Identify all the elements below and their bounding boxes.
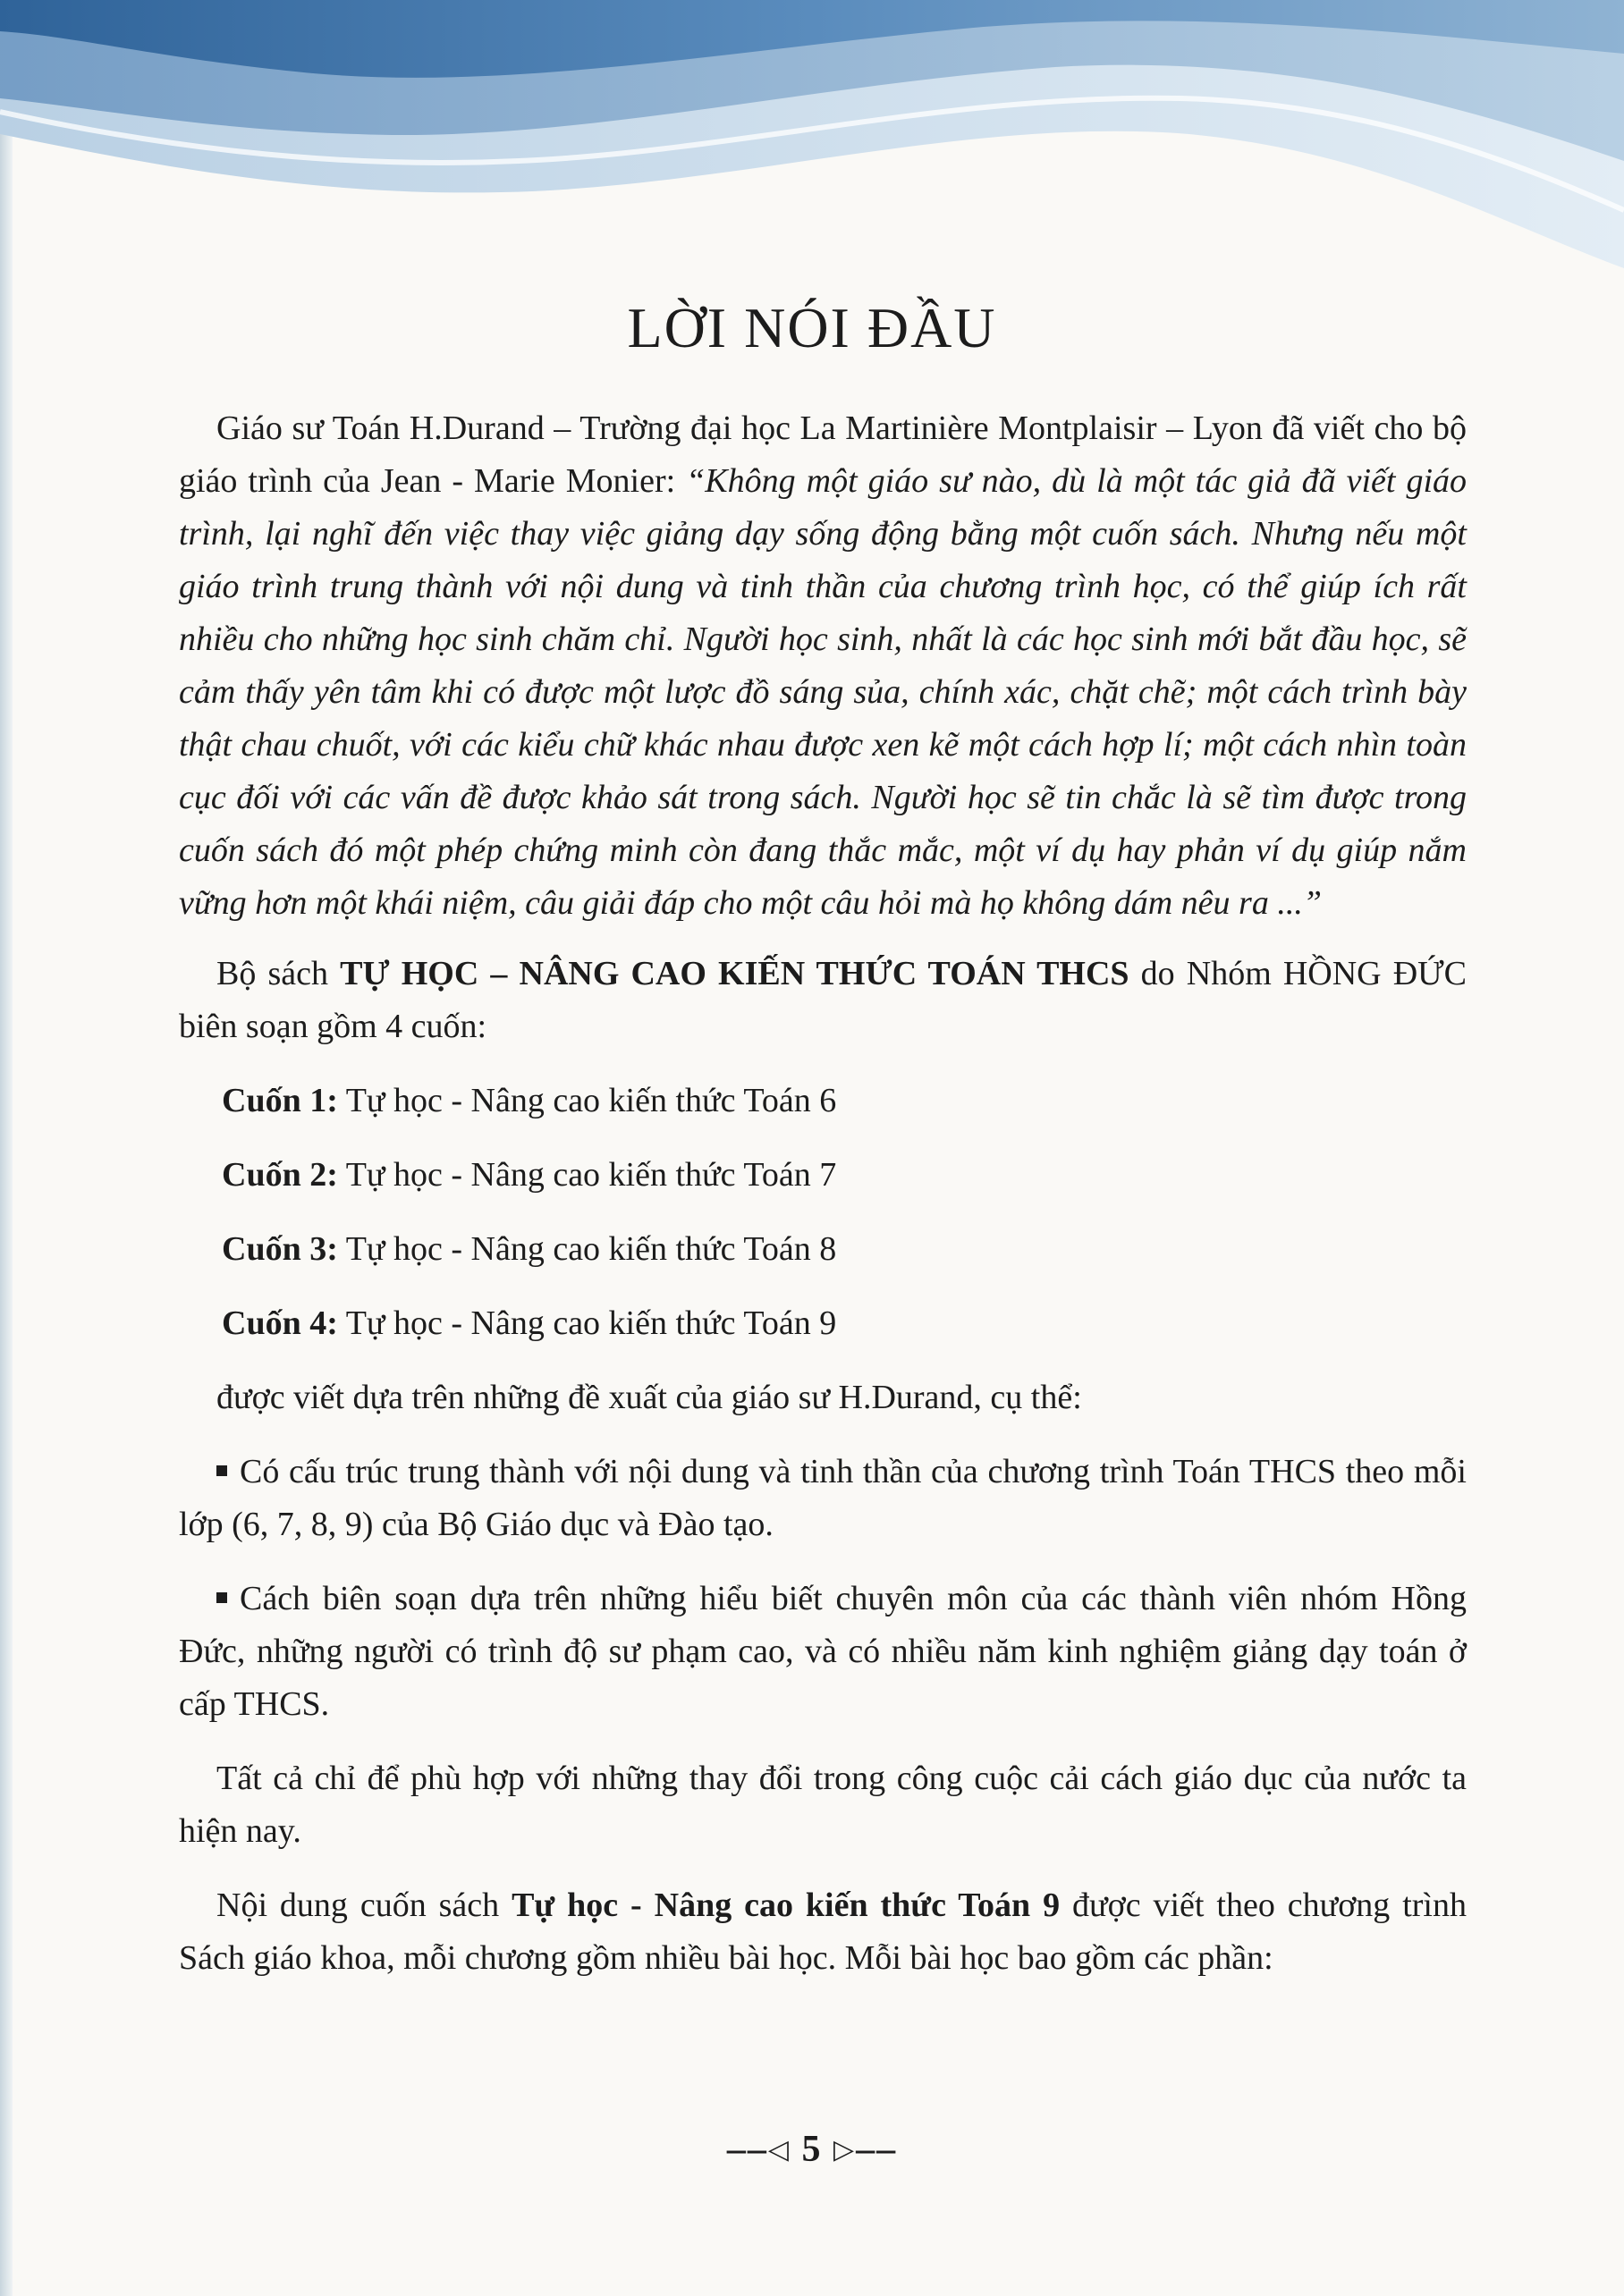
right-triangle-icon: ▷ [833, 2134, 857, 2165]
book-item-1 [179, 1075, 1467, 1127]
paragraph-reform: Tất cả chỉ để phù hợp với những thay đổi trong công cuộc cải cách giáo dục của nước ta hiện nay. [179, 1760, 1467, 1850]
book-title: Tự học - Nâng cao kiến thức Toán 6 [337, 1082, 837, 1119]
paragraph-book-series [179, 948, 1467, 1053]
book-item-2 [179, 1149, 1467, 1202]
footer-dashes-right: –– [856, 2129, 898, 2170]
content-intro: Nội dung cuốn sách [216, 1887, 512, 1924]
wave-header-decoration [0, 0, 1624, 295]
footer-dashes-left: –– [726, 2129, 768, 2170]
book-title: Tự học - Nâng cao kiến thức Toán 7 [337, 1156, 837, 1194]
paragraph-durand-quote [179, 402, 1467, 930]
book-label: Cuốn 3: [222, 1230, 338, 1268]
square-bullet-icon [216, 1465, 227, 1476]
page-number: 5 [801, 2129, 823, 2170]
book-label: Cuốn 2: [222, 1156, 338, 1194]
bullet-item-1 [179, 1446, 1467, 1551]
content-book-name: Tự học - Nâng cao kiến thức Toán 9 [512, 1887, 1061, 1924]
quote-text: “Không một giáo sư nào, dù là một tác giả đã viết giáo trình, lại nghĩ đến việc thay việc giảng dạy sống động bằng một cuốn sách. Nhưng nếu một giáo trình trung thành với nội dung và tinh thần của chương trình học, có thể giúp ích rất nhiều cho những học sinh chăm chỉ. Người học sinh, nhất là các học sinh mới bắt đầu học, sẽ cảm thấy yên tâm khi có được một lược đồ sáng sủa, chính xác, chặt chẽ; một cách trình bày thật chau chuốt, với các kiểu chữ khác nhau được xen kẽ một cách hợp lí; một cách nhìn toàn cục đối với các vấn đề được khảo sát trong sách. Người học sẽ tin chắc là sẽ tìm được trong cuốn sách đó một phép chứng minh còn đang thắc mắc, một ví dụ hay phản ví dụ giúp nắm vững hơn một khái niệm, câu giải đáp cho một câu hỏi mà họ không dám nêu ra ...” [179, 462, 1467, 922]
series-outro: do Nhóm HỒNG ĐỨC biên soạn gồm 4 cuốn: [179, 955, 1467, 1045]
book-label: Cuốn 4: [222, 1304, 338, 1342]
bullet-text: Có cấu trúc trung thành với nội dung và tinh thần của chương trình Toán THCS theo mỗi lớp (6, 7, 8, 9) của Bộ Giáo dục và Đào tạo. [179, 1453, 1467, 1543]
book-item-4 [179, 1297, 1467, 1350]
book-title: Tự học - Nâng cao kiến thức Toán 8 [337, 1230, 837, 1268]
book-label: Cuốn 1: [222, 1082, 338, 1119]
bullet-text: Cách biên soạn dựa trên những hiểu biết chuyên môn của các thành viên nhóm Hồng Đức, những người có trình độ sư phạm cao, và có nhiều năm kinh nghiệm giảng dạy toán ở cấp THCS. [179, 1580, 1467, 1723]
square-bullet-icon [216, 1592, 227, 1603]
book-title: Tự học - Nâng cao kiến thức Toán 9 [337, 1304, 837, 1342]
content-outro: được viết theo chương trình Sách giáo khoa, mỗi chương gồm nhiều bài học. Mỗi bài học bao gồm các phần: [179, 1887, 1467, 1977]
paragraph-based-on: được viết dựa trên những đề xuất của giáo sư H.Durand, cụ thể: [216, 1379, 1082, 1416]
paragraph-book-content [179, 1879, 1467, 1985]
series-intro: Bộ sách [216, 955, 341, 992]
series-name: TỰ HỌC – NÂNG CAO KIẾN THỨC TOÁN THCS [340, 955, 1129, 992]
bullet-item-2 [179, 1573, 1467, 1731]
left-triangle-icon: ◁ [767, 2134, 791, 2165]
page-title: LỜI NÓI ĐẦU [627, 296, 997, 359]
quote-intro: Giáo sư Toán H.Durand – Trường đại học La Martinière Montplaisir – Lyon đã viết cho bộ giáo trình của Jean - Marie Monier: [179, 409, 1467, 500]
book-item-3 [179, 1223, 1467, 1276]
preface-body [179, 402, 1467, 1985]
page-number-footer [0, 2128, 1624, 2171]
